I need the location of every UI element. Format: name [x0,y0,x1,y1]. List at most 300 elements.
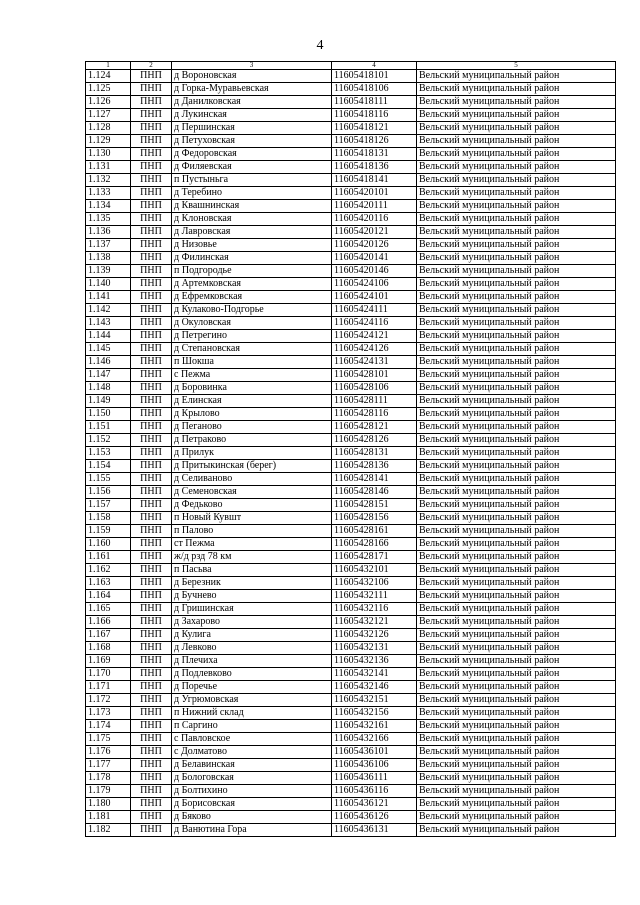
cell-type: ПНП [131,317,172,330]
cell-settlement-name: д Угрюмовская [172,694,332,707]
table-row [86,200,616,213]
cell-code: 11605428101 [332,369,417,382]
cell-settlement-name: д Прилук [172,447,332,460]
cell-type: ПНП [131,824,172,837]
cell-code: 11605418121 [332,122,417,135]
cell-settlement-name: д Гришинская [172,603,332,616]
cell-type: ПНП [131,291,172,304]
cell-settlement-name: д Ефремковская [172,291,332,304]
cell-type: ПНП [131,655,172,668]
table-row [86,681,616,694]
cell-settlement-name: с Павловское [172,733,332,746]
cell-district: Вельский муниципальный район [417,564,616,577]
cell-district: Вельский муниципальный район [417,499,616,512]
table-row [86,122,616,135]
cell-district: Вельский муниципальный район [417,382,616,395]
cell-settlement-name: д Петуховская [172,135,332,148]
cell-type: ПНП [131,96,172,109]
cell-settlement-name: п Нижний склад [172,707,332,720]
settlements-table [85,61,616,837]
table-header-row [86,62,616,70]
cell-code: 11605418106 [332,83,417,96]
cell-district: Вельский муниципальный район [417,460,616,473]
cell-number: 1.134 [86,200,131,213]
cell-type: ПНП [131,447,172,460]
cell-code: 11605432136 [332,655,417,668]
cell-type: ПНП [131,811,172,824]
cell-settlement-name: д Семеновская [172,486,332,499]
cell-number: 1.147 [86,369,131,382]
cell-district: Вельский муниципальный район [417,213,616,226]
cell-district: Вельский муниципальный район [417,200,616,213]
cell-number: 1.144 [86,330,131,343]
cell-number: 1.178 [86,772,131,785]
cell-number: 1.129 [86,135,131,148]
cell-type: ПНП [131,382,172,395]
table-row [86,96,616,109]
cell-district: Вельский муниципальный район [417,304,616,317]
cell-code: 11605424111 [332,304,417,317]
cell-code: 11605432161 [332,720,417,733]
cell-code: 11605428141 [332,473,417,486]
cell-code: 11605428166 [332,538,417,551]
cell-settlement-name: п Подгородье [172,265,332,278]
cell-code: 11605428171 [332,551,417,564]
cell-number: 1.125 [86,83,131,96]
cell-type: ПНП [131,161,172,174]
cell-type: ПНП [131,278,172,291]
table-row [86,447,616,460]
cell-code: 11605428106 [332,382,417,395]
cell-number: 1.162 [86,564,131,577]
cell-number: 1.160 [86,538,131,551]
cell-type: ПНП [131,187,172,200]
table-row [86,538,616,551]
cell-number: 1.176 [86,746,131,759]
cell-settlement-name: с Пежма [172,369,332,382]
cell-district: Вельский муниципальный район [417,369,616,382]
table-row [86,408,616,421]
cell-type: ПНП [131,421,172,434]
table-row [86,395,616,408]
cell-district: Вельский муниципальный район [417,174,616,187]
cell-number: 1.172 [86,694,131,707]
cell-type: ПНП [131,486,172,499]
cell-settlement-name: д Окуловская [172,317,332,330]
cell-number: 1.180 [86,798,131,811]
table-row [86,135,616,148]
cell-settlement-name: п Пасьва [172,564,332,577]
cell-settlement-name: ж/д рзд 78 км [172,551,332,564]
cell-number: 1.169 [86,655,131,668]
cell-code: 11605436111 [332,772,417,785]
cell-district: Вельский муниципальный район [417,642,616,655]
table-row [86,356,616,369]
cell-number: 1.132 [86,174,131,187]
table-row [86,226,616,239]
cell-code: 11605436121 [332,798,417,811]
cell-district: Вельский муниципальный район [417,278,616,291]
cell-settlement-name: д Березник [172,577,332,590]
cell-settlement-name: д Теребино [172,187,332,200]
cell-number: 1.138 [86,252,131,265]
table-row [86,785,616,798]
cell-district: Вельский муниципальный район [417,629,616,642]
cell-type: ПНП [131,83,172,96]
cell-settlement-name: д Петраково [172,434,332,447]
cell-number: 1.135 [86,213,131,226]
cell-code: 11605420121 [332,226,417,239]
cell-type: ПНП [131,707,172,720]
cell-type: ПНП [131,109,172,122]
table-row [86,382,616,395]
cell-type: ПНП [131,733,172,746]
cell-number: 1.133 [86,187,131,200]
column-header-type: 2 [131,62,172,70]
table-row [86,655,616,668]
cell-code: 11605424131 [332,356,417,369]
cell-district: Вельский муниципальный район [417,603,616,616]
cell-district: Вельский муниципальный район [417,720,616,733]
cell-code: 11605418111 [332,96,417,109]
table-row [86,213,616,226]
table-row [86,421,616,434]
cell-number: 1.152 [86,434,131,447]
column-header-code: 4 [332,62,417,70]
cell-type: ПНП [131,785,172,798]
table-row [86,161,616,174]
cell-district: Вельский муниципальный район [417,525,616,538]
cell-district: Вельский муниципальный район [417,122,616,135]
cell-code: 11605436131 [332,824,417,837]
table-row [86,278,616,291]
cell-type: ПНП [131,252,172,265]
cell-district: Вельский муниципальный район [417,70,616,83]
cell-settlement-name: д Лавровская [172,226,332,239]
cell-settlement-name: д Бологовская [172,772,332,785]
cell-district: Вельский муниципальный район [417,408,616,421]
cell-type: ПНП [131,174,172,187]
cell-number: 1.171 [86,681,131,694]
cell-settlement-name: д Квашнинская [172,200,332,213]
table-row [86,642,616,655]
cell-type: ПНП [131,265,172,278]
cell-type: ПНП [131,551,172,564]
cell-number: 1.151 [86,421,131,434]
cell-district: Вельский муниципальный район [417,148,616,161]
table-row [86,772,616,785]
cell-code: 11605432151 [332,694,417,707]
cell-code: 11605428151 [332,499,417,512]
cell-type: ПНП [131,395,172,408]
table-row [86,603,616,616]
cell-district: Вельский муниципальный район [417,538,616,551]
table-row [86,317,616,330]
cell-settlement-name: д Притыкинская (берег) [172,460,332,473]
cell-settlement-name: п Шокша [172,356,332,369]
cell-code: 11605432166 [332,733,417,746]
cell-code: 11605418131 [332,148,417,161]
table-row [86,109,616,122]
cell-district: Вельский муниципальный район [417,330,616,343]
cell-number: 1.127 [86,109,131,122]
cell-type: ПНП [131,499,172,512]
cell-code: 11605424101 [332,291,417,304]
cell-settlement-name: д Боровинка [172,382,332,395]
cell-number: 1.149 [86,395,131,408]
cell-type: ПНП [131,473,172,486]
cell-district: Вельский муниципальный район [417,291,616,304]
cell-code: 11605428146 [332,486,417,499]
cell-number: 1.173 [86,707,131,720]
cell-code: 11605420141 [332,252,417,265]
cell-number: 1.150 [86,408,131,421]
cell-number: 1.182 [86,824,131,837]
cell-code: 11605420111 [332,200,417,213]
table-row [86,512,616,525]
cell-type: ПНП [131,330,172,343]
table-row [86,694,616,707]
cell-district: Вельский муниципальный район [417,187,616,200]
cell-type: ПНП [131,772,172,785]
cell-settlement-name: д Клоновская [172,213,332,226]
cell-code: 11605428131 [332,447,417,460]
cell-settlement-name: д Лукинская [172,109,332,122]
cell-code: 11605432126 [332,629,417,642]
cell-district: Вельский муниципальный район [417,395,616,408]
cell-code: 11605432146 [332,681,417,694]
cell-district: Вельский муниципальный район [417,772,616,785]
cell-number: 1.146 [86,356,131,369]
table-row [86,70,616,83]
table-row [86,759,616,772]
table-row [86,304,616,317]
cell-settlement-name: д Плечиха [172,655,332,668]
cell-code: 11605428161 [332,525,417,538]
cell-district: Вельский муниципальный район [417,733,616,746]
table-row [86,460,616,473]
cell-type: ПНП [131,538,172,551]
cell-type: ПНП [131,603,172,616]
cell-district: Вельский муниципальный район [417,824,616,837]
cell-number: 1.131 [86,161,131,174]
cell-number: 1.168 [86,642,131,655]
table-row [86,564,616,577]
cell-number: 1.165 [86,603,131,616]
cell-type: ПНП [131,642,172,655]
cell-number: 1.155 [86,473,131,486]
table-row [86,265,616,278]
page-number: 4 [316,38,324,53]
cell-number: 1.163 [86,577,131,590]
cell-district: Вельский муниципальный район [417,798,616,811]
table-row [86,187,616,200]
column-header-name: 3 [172,62,332,70]
cell-number: 1.177 [86,759,131,772]
table-row [86,798,616,811]
cell-settlement-name: с Долматово [172,746,332,759]
cell-number: 1.159 [86,525,131,538]
cell-settlement-name: д Данилковская [172,96,332,109]
cell-district: Вельский муниципальный район [417,746,616,759]
table-row [86,473,616,486]
cell-number: 1.130 [86,148,131,161]
cell-type: ПНП [131,408,172,421]
cell-number: 1.164 [86,590,131,603]
table-row [86,720,616,733]
cell-settlement-name: д Левково [172,642,332,655]
cell-code: 11605432121 [332,616,417,629]
cell-number: 1.139 [86,265,131,278]
table-row [86,668,616,681]
cell-number: 1.174 [86,720,131,733]
table-row [86,499,616,512]
table-row [86,174,616,187]
cell-type: ПНП [131,759,172,772]
column-header-number: 1 [86,62,131,70]
column-header-district: 5 [417,62,616,70]
cell-settlement-name: д Елинская [172,395,332,408]
cell-number: 1.170 [86,668,131,681]
table-row [86,525,616,538]
cell-district: Вельский муниципальный район [417,616,616,629]
cell-settlement-name: д Бучнево [172,590,332,603]
cell-number: 1.145 [86,343,131,356]
cell-settlement-name: д Артемковская [172,278,332,291]
table-row [86,629,616,642]
cell-settlement-name: д Крылово [172,408,332,421]
table-row [86,252,616,265]
cell-type: ПНП [131,369,172,382]
cell-type: ПНП [131,746,172,759]
table-row [86,577,616,590]
table-row [86,434,616,447]
cell-type: ПНП [131,681,172,694]
cell-code: 11605432106 [332,577,417,590]
cell-district: Вельский муниципальный район [417,577,616,590]
cell-code: 11605418126 [332,135,417,148]
cell-code: 11605424126 [332,343,417,356]
cell-district: Вельский муниципальный район [417,96,616,109]
cell-type: ПНП [131,668,172,681]
cell-code: 11605420146 [332,265,417,278]
cell-code: 11605432101 [332,564,417,577]
cell-settlement-name: д Федьково [172,499,332,512]
cell-type: ПНП [131,460,172,473]
cell-type: ПНП [131,122,172,135]
table-row [86,486,616,499]
cell-type: ПНП [131,564,172,577]
cell-type: ПНП [131,356,172,369]
cell-number: 1.141 [86,291,131,304]
table-row [86,811,616,824]
cell-number: 1.179 [86,785,131,798]
cell-type: ПНП [131,304,172,317]
table-row [86,746,616,759]
cell-type: ПНП [131,720,172,733]
cell-type: ПНП [131,200,172,213]
cell-district: Вельский муниципальный район [417,590,616,603]
cell-district: Вельский муниципальный район [417,135,616,148]
cell-number: 1.142 [86,304,131,317]
cell-type: ПНП [131,694,172,707]
cell-district: Вельский муниципальный район [417,694,616,707]
cell-settlement-name: д Горка-Муравьевская [172,83,332,96]
cell-code: 11605424106 [332,278,417,291]
table-row [86,330,616,343]
cell-type: ПНП [131,135,172,148]
cell-settlement-name: д Кулаково-Подгорье [172,304,332,317]
cell-code: 11605424121 [332,330,417,343]
cell-district: Вельский муниципальный район [417,668,616,681]
cell-settlement-name: ст Пежма [172,538,332,551]
cell-settlement-name: д Петрегино [172,330,332,343]
cell-code: 11605432141 [332,668,417,681]
cell-code: 11605436116 [332,785,417,798]
cell-code: 11605424116 [332,317,417,330]
cell-district: Вельский муниципальный район [417,655,616,668]
cell-settlement-name: п Новый Кувшт [172,512,332,525]
cell-number: 1.166 [86,616,131,629]
cell-code: 11605428126 [332,434,417,447]
cell-code: 11605420101 [332,187,417,200]
cell-code: 11605428156 [332,512,417,525]
cell-code: 11605420116 [332,213,417,226]
cell-settlement-name: п Пустыньга [172,174,332,187]
table-row [86,369,616,382]
cell-code: 11605428111 [332,395,417,408]
cell-settlement-name: д Кулига [172,629,332,642]
cell-district: Вельский муниципальный район [417,161,616,174]
cell-district: Вельский муниципальный район [417,317,616,330]
cell-number: 1.124 [86,70,131,83]
cell-district: Вельский муниципальный район [417,681,616,694]
cell-type: ПНП [131,590,172,603]
cell-type: ПНП [131,343,172,356]
cell-settlement-name: д Поречье [172,681,332,694]
table-row [86,148,616,161]
cell-code: 11605428136 [332,460,417,473]
cell-number: 1.175 [86,733,131,746]
cell-code: 11605418141 [332,174,417,187]
cell-code: 11605420126 [332,239,417,252]
cell-district: Вельский муниципальный район [417,512,616,525]
cell-settlement-name: п Палово [172,525,332,538]
cell-type: ПНП [131,525,172,538]
cell-type: ПНП [131,239,172,252]
cell-district: Вельский муниципальный район [417,109,616,122]
cell-district: Вельский муниципальный район [417,759,616,772]
cell-number: 1.128 [86,122,131,135]
cell-number: 1.158 [86,512,131,525]
cell-district: Вельский муниципальный район [417,226,616,239]
cell-district: Вельский муниципальный район [417,473,616,486]
table-row [86,343,616,356]
cell-type: ПНП [131,512,172,525]
cell-code: 11605418136 [332,161,417,174]
cell-district: Вельский муниципальный район [417,811,616,824]
cell-district: Вельский муниципальный район [417,785,616,798]
cell-settlement-name: д Захарово [172,616,332,629]
cell-settlement-name: д Белавинская [172,759,332,772]
cell-number: 1.161 [86,551,131,564]
cell-code: 11605432111 [332,590,417,603]
cell-number: 1.157 [86,499,131,512]
cell-district: Вельский муниципальный район [417,239,616,252]
cell-number: 1.153 [86,447,131,460]
table-row [86,707,616,720]
cell-settlement-name: д Селиваново [172,473,332,486]
